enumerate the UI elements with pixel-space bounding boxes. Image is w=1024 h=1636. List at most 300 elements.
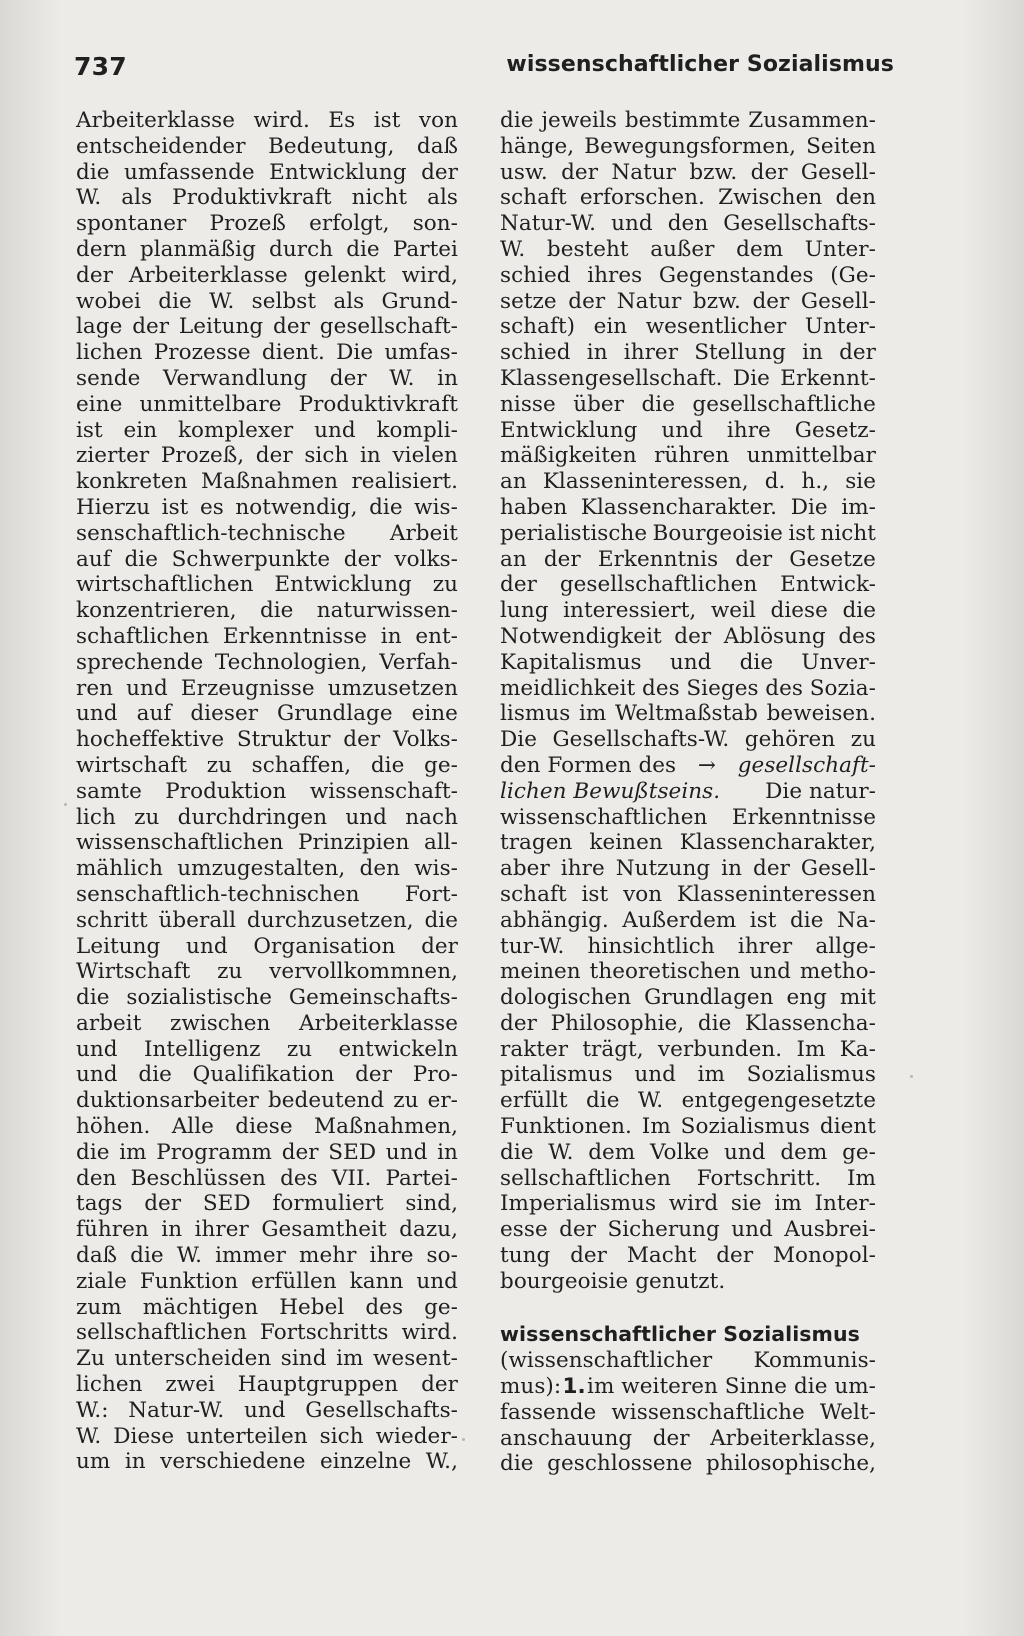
word: Klasseninteressen, xyxy=(542,469,749,495)
word: ist xyxy=(788,520,816,546)
scan-speck xyxy=(64,803,67,806)
text-line xyxy=(500,108,876,134)
word: Alle xyxy=(171,1114,214,1140)
word: Organisation xyxy=(253,933,396,959)
word: der xyxy=(839,340,876,366)
word: mächtigen xyxy=(142,1294,259,1320)
text-line xyxy=(76,1449,458,1475)
word: gesellschaft- xyxy=(319,314,458,340)
text-line xyxy=(76,959,458,985)
word: zwischen xyxy=(169,1010,271,1036)
word: Bewegungsformen, xyxy=(584,133,796,159)
word: der xyxy=(500,572,537,598)
word: Fortschritts xyxy=(259,1320,389,1346)
text-line xyxy=(500,856,876,882)
word: geschlossene xyxy=(547,1451,693,1477)
word: in xyxy=(437,365,458,391)
word: zierter xyxy=(76,443,150,469)
entry-heading: wissenschaftlicher Sozialismus xyxy=(500,1322,860,1347)
word: und xyxy=(314,417,356,443)
word: Grundlage xyxy=(277,701,393,727)
word: diese xyxy=(235,1114,293,1140)
text-line xyxy=(76,805,458,831)
word: Im xyxy=(847,1165,876,1191)
text-line xyxy=(500,624,876,650)
word: rühren xyxy=(654,443,730,469)
text-line xyxy=(76,934,458,960)
word: Gesell- xyxy=(800,856,876,882)
word: ihre xyxy=(369,1243,414,1269)
word: Es xyxy=(328,108,356,133)
word: Gesellschafts- xyxy=(723,211,876,237)
word: ihre xyxy=(560,856,605,882)
word: kann xyxy=(349,1268,404,1294)
word: zu xyxy=(393,1088,419,1114)
word: die xyxy=(124,546,158,572)
word: wissenschaftlichen xyxy=(76,830,284,856)
word: führen xyxy=(76,1217,149,1243)
word: der xyxy=(750,159,788,185)
word: Bedeutung, xyxy=(268,133,395,159)
word: und xyxy=(345,804,387,830)
word: und xyxy=(76,1036,118,1062)
word: der xyxy=(329,365,367,391)
word: die xyxy=(789,907,824,933)
text-line xyxy=(76,237,458,263)
word: in xyxy=(161,1217,183,1243)
text-line xyxy=(500,237,876,263)
word: Die xyxy=(732,365,770,391)
text-line xyxy=(500,392,876,418)
text-line xyxy=(76,160,458,186)
page-edge-shadow-left xyxy=(0,0,60,1636)
word: Klassencha- xyxy=(745,1010,876,1036)
word: W., xyxy=(425,1449,458,1475)
text-line xyxy=(500,1114,876,1140)
word: sende xyxy=(76,365,141,391)
word: die xyxy=(369,494,403,520)
word: Produktivkraft xyxy=(172,185,332,211)
word: mehr xyxy=(299,1243,357,1269)
word: Außerdem xyxy=(622,907,737,933)
left-text-column xyxy=(76,108,458,1475)
word: lich xyxy=(76,804,116,830)
word: ein xyxy=(593,314,628,340)
word: Natur xyxy=(611,159,677,185)
word: Welt- xyxy=(819,1399,876,1425)
word: senschaftlich-technischen xyxy=(76,881,360,907)
text-line xyxy=(500,805,876,831)
crossref-term-end: lichen Bewußtseins. xyxy=(500,778,721,804)
text-line xyxy=(76,1037,458,1063)
word: Maßnahmen, xyxy=(314,1114,458,1140)
text-line xyxy=(76,1011,458,1037)
word: zu xyxy=(134,804,160,830)
word: Entwicklung xyxy=(274,572,412,598)
word: Macht xyxy=(626,1243,697,1269)
text-line xyxy=(500,572,876,598)
text-line xyxy=(500,908,876,934)
word: in xyxy=(359,443,381,469)
text-line xyxy=(76,1269,458,1295)
word: die xyxy=(76,159,110,185)
word: Erkennt- xyxy=(780,365,876,391)
word: dem xyxy=(780,1139,828,1165)
word: Intelligenz xyxy=(143,1036,261,1062)
word: der xyxy=(343,727,381,753)
text-line xyxy=(76,676,458,702)
word: W. xyxy=(76,1423,102,1449)
word: ihrer xyxy=(737,933,793,959)
word: komplexer xyxy=(177,417,294,443)
word: Produktivkraft xyxy=(298,391,458,417)
word: ihres xyxy=(587,262,643,288)
word: sellschaftlichen xyxy=(76,1320,247,1346)
word: sellschaftlichen xyxy=(500,1165,671,1191)
word: der xyxy=(255,443,293,469)
word: die xyxy=(500,108,534,133)
word: erfüllen xyxy=(251,1268,337,1294)
text-line xyxy=(76,469,458,495)
word: unmittelbare xyxy=(139,391,282,417)
text-line xyxy=(76,1140,458,1166)
text-line xyxy=(500,521,876,547)
text-line xyxy=(500,1088,876,1114)
word: Programm xyxy=(156,1139,272,1165)
word: eng xyxy=(786,985,827,1011)
word: Partei xyxy=(392,236,458,262)
word: Erkenntnisse xyxy=(731,804,876,830)
word: Prinzipien xyxy=(297,830,410,856)
word: der xyxy=(132,314,170,340)
word: hänge, xyxy=(500,133,575,159)
text-line xyxy=(76,263,458,289)
word: formuliert xyxy=(272,1191,384,1217)
word: lichen xyxy=(76,1372,143,1398)
word: Sozia- xyxy=(809,675,876,701)
scan-speck xyxy=(910,1075,913,1078)
word: schaft xyxy=(500,881,567,907)
word: ihre xyxy=(726,417,771,443)
word: haben xyxy=(500,494,568,520)
word: den xyxy=(76,1165,117,1191)
word: und xyxy=(76,1062,118,1088)
word: VII. xyxy=(331,1165,372,1191)
word: die xyxy=(739,649,774,675)
word: Nutzung xyxy=(615,856,711,882)
word: die xyxy=(585,1088,620,1114)
word: trägt, xyxy=(582,1036,644,1062)
word: des xyxy=(838,623,876,649)
word: erforschen. xyxy=(579,185,705,211)
word: über xyxy=(573,391,625,417)
text-line xyxy=(76,1398,458,1424)
word: Arbeiterklasse, xyxy=(710,1425,876,1451)
crossref-term: gesellschaft- xyxy=(737,752,876,778)
text-line xyxy=(500,830,876,856)
word: Arbeiterklasse xyxy=(76,108,236,133)
word: in xyxy=(437,1139,458,1165)
word: Im xyxy=(796,1036,826,1062)
word: Pro- xyxy=(412,1062,458,1088)
word: anschauung xyxy=(500,1425,633,1451)
word: vielen xyxy=(392,443,458,469)
word: Schwerpunkte xyxy=(171,546,331,572)
word: Gesell- xyxy=(800,159,876,185)
word: Entwicklung xyxy=(500,417,638,443)
word: mit xyxy=(839,985,876,1011)
text-line xyxy=(76,108,458,134)
word: Unter- xyxy=(804,314,876,340)
text-line xyxy=(76,418,458,444)
text-line xyxy=(500,366,876,392)
word: kompli- xyxy=(376,417,458,443)
word: metho- xyxy=(799,959,876,985)
page-number: 737 xyxy=(74,52,127,81)
word: lung xyxy=(500,598,549,624)
word: die xyxy=(76,1139,110,1165)
word: der xyxy=(543,546,581,572)
word: Qualifikation xyxy=(192,1062,335,1088)
word: und xyxy=(186,933,228,959)
word: schritt xyxy=(76,907,148,933)
word: der xyxy=(674,623,712,649)
crossref-text: den Formen des xyxy=(500,752,677,778)
word: schaft xyxy=(500,185,567,211)
text-line xyxy=(76,1088,458,1114)
page-header xyxy=(74,52,894,92)
word: ge- xyxy=(424,752,458,778)
word: nach xyxy=(405,804,458,830)
word: realisiert. xyxy=(351,469,458,495)
right-paragraph-continuation xyxy=(500,108,876,753)
word: durch xyxy=(269,236,334,262)
word: Beschlüssen xyxy=(130,1165,266,1191)
text-line xyxy=(76,289,458,315)
word: zu xyxy=(217,959,243,985)
word: Stellung xyxy=(694,340,786,366)
word: sprechende xyxy=(76,649,204,675)
text-line xyxy=(76,495,458,521)
word: auf xyxy=(76,546,111,572)
word: in xyxy=(124,1449,146,1475)
word: spontaner xyxy=(76,211,187,237)
word: in xyxy=(802,340,823,366)
word: gesellschaftlichen xyxy=(559,572,758,598)
word: Imperialismus xyxy=(500,1191,657,1217)
word: ihrer xyxy=(623,340,679,366)
word: schaffen, xyxy=(251,752,352,778)
word: verschiedene xyxy=(160,1449,306,1475)
paragraph-last-text: bourgeoisie genutzt. xyxy=(500,1268,726,1294)
word: durchzusetzen, xyxy=(246,907,414,933)
word: interessiert, xyxy=(563,598,697,624)
word: schaftlichen xyxy=(76,623,210,649)
word: dient. xyxy=(261,340,325,366)
word: sind xyxy=(280,1346,327,1372)
word: Seiten xyxy=(806,133,876,159)
word: Erkenntnis xyxy=(597,546,719,572)
word: unterteilen xyxy=(186,1423,308,1449)
text-line xyxy=(500,727,876,753)
word: Maßnahmen xyxy=(200,469,339,495)
word: Na- xyxy=(836,907,876,933)
word: Struktur xyxy=(236,727,331,753)
word: des xyxy=(765,675,803,701)
word: fassende xyxy=(500,1399,597,1425)
text-line xyxy=(76,882,458,908)
word: weil xyxy=(710,598,756,624)
word: Gegenstandes xyxy=(658,262,814,288)
text-line xyxy=(500,1217,876,1243)
word: und xyxy=(749,959,791,985)
text-line xyxy=(76,521,458,547)
text-line xyxy=(500,340,876,366)
word: wissenschaftlichen xyxy=(500,804,708,830)
word: Verwandlung xyxy=(162,365,308,391)
word: dem xyxy=(736,236,784,262)
word: ihrer xyxy=(194,1217,249,1243)
word: die xyxy=(500,1451,534,1477)
word: gesellschaftliche xyxy=(692,391,876,417)
word: wird xyxy=(668,1191,719,1217)
text-line xyxy=(500,1451,876,1477)
word: die xyxy=(259,598,294,624)
word: hocheffektive xyxy=(76,727,225,753)
word: perialistische xyxy=(500,520,648,546)
word: aber xyxy=(500,856,550,882)
text-line xyxy=(76,185,458,211)
word: Gemeinschafts- xyxy=(288,985,458,1011)
word: Natur-W. xyxy=(500,211,597,237)
word: den xyxy=(835,185,876,211)
word: der xyxy=(570,1243,608,1269)
word: ein xyxy=(123,417,158,443)
text-line xyxy=(76,572,458,598)
text-line xyxy=(76,753,458,779)
word: konzentrieren, xyxy=(76,598,237,624)
word: Leitung xyxy=(178,314,264,340)
word: einzelne xyxy=(319,1449,412,1475)
crossref-line xyxy=(500,753,876,779)
word: planmäßig xyxy=(139,236,256,262)
word: W. xyxy=(209,288,235,314)
word: die xyxy=(500,1139,534,1165)
word: der xyxy=(568,288,606,314)
word: die xyxy=(138,1062,172,1088)
word: sie xyxy=(730,1191,762,1217)
word: Klassencharakter. xyxy=(580,494,778,520)
text-line xyxy=(500,1062,876,1088)
word: ren xyxy=(76,675,113,701)
entry-numbered-line xyxy=(500,1374,876,1400)
word: duktionsarbeiter xyxy=(76,1088,259,1114)
crossref-line-2 xyxy=(500,779,876,805)
text-line xyxy=(500,547,876,573)
word: wieder- xyxy=(375,1423,458,1449)
scan-speck xyxy=(462,1438,465,1441)
word: dem xyxy=(588,1139,636,1165)
word: Sieges xyxy=(686,675,759,701)
word: im xyxy=(119,1139,147,1165)
text-line xyxy=(500,934,876,960)
text-line xyxy=(76,1243,458,1269)
word: von xyxy=(418,108,458,133)
word: Natur-W. xyxy=(128,1397,225,1423)
word: der xyxy=(735,546,773,572)
word: ge- xyxy=(424,1294,458,1320)
word: ist xyxy=(749,907,777,933)
word: und xyxy=(634,1062,676,1088)
word: im xyxy=(578,701,607,727)
text-line xyxy=(500,650,876,676)
word: und xyxy=(76,701,118,727)
word: Monopol- xyxy=(772,1243,876,1269)
word: usw. xyxy=(500,159,548,185)
text-line xyxy=(76,443,458,469)
word: an xyxy=(500,546,527,572)
text-line xyxy=(500,1426,876,1452)
word: schaft) xyxy=(500,314,576,340)
word: Gesellschafts- xyxy=(305,1397,458,1423)
text-line xyxy=(500,1166,876,1192)
text-line xyxy=(500,1400,876,1426)
text-line xyxy=(500,959,876,985)
word: Notwendigkeit xyxy=(500,623,662,649)
word: samte xyxy=(76,778,142,804)
word: zwei xyxy=(165,1372,215,1398)
word: Grund- xyxy=(381,288,458,314)
word: des xyxy=(365,1294,404,1320)
word: der xyxy=(716,1243,754,1269)
word: umfas- xyxy=(384,340,458,366)
text-line xyxy=(500,443,876,469)
word: Produktion xyxy=(165,778,287,804)
word: Sicherung xyxy=(607,1217,720,1243)
word: wobei xyxy=(76,288,141,314)
word: der xyxy=(355,1062,393,1088)
word: durchdringen xyxy=(177,804,328,830)
word: der xyxy=(273,314,310,340)
word: Zwischen xyxy=(718,185,823,211)
word: immer xyxy=(215,1243,286,1269)
word: der xyxy=(752,288,790,314)
text-line xyxy=(500,289,876,315)
word: setze xyxy=(500,288,557,314)
word: erfüllt xyxy=(500,1088,568,1114)
word: und xyxy=(243,1397,286,1423)
entry-spacing xyxy=(500,1295,876,1321)
entry-text-continuation xyxy=(500,1400,876,1477)
word: der xyxy=(500,1010,537,1036)
word: bedeutend xyxy=(267,1088,385,1114)
word: konkreten xyxy=(76,469,188,495)
word: Ausbrei- xyxy=(784,1217,876,1243)
word: W. xyxy=(637,1088,664,1114)
word: zum xyxy=(76,1294,122,1320)
entry-numbered-before: mus): xyxy=(500,1374,562,1400)
word: um xyxy=(76,1449,111,1475)
word: zu xyxy=(206,752,232,778)
word: tags xyxy=(76,1191,123,1217)
word: Die xyxy=(790,494,828,520)
word: erfolgt, xyxy=(309,211,390,237)
word: W.: xyxy=(76,1397,109,1423)
word: zu xyxy=(286,1036,313,1062)
text-line xyxy=(76,1217,458,1243)
word: umzugestalten, xyxy=(177,856,346,882)
word: der xyxy=(652,1425,690,1451)
